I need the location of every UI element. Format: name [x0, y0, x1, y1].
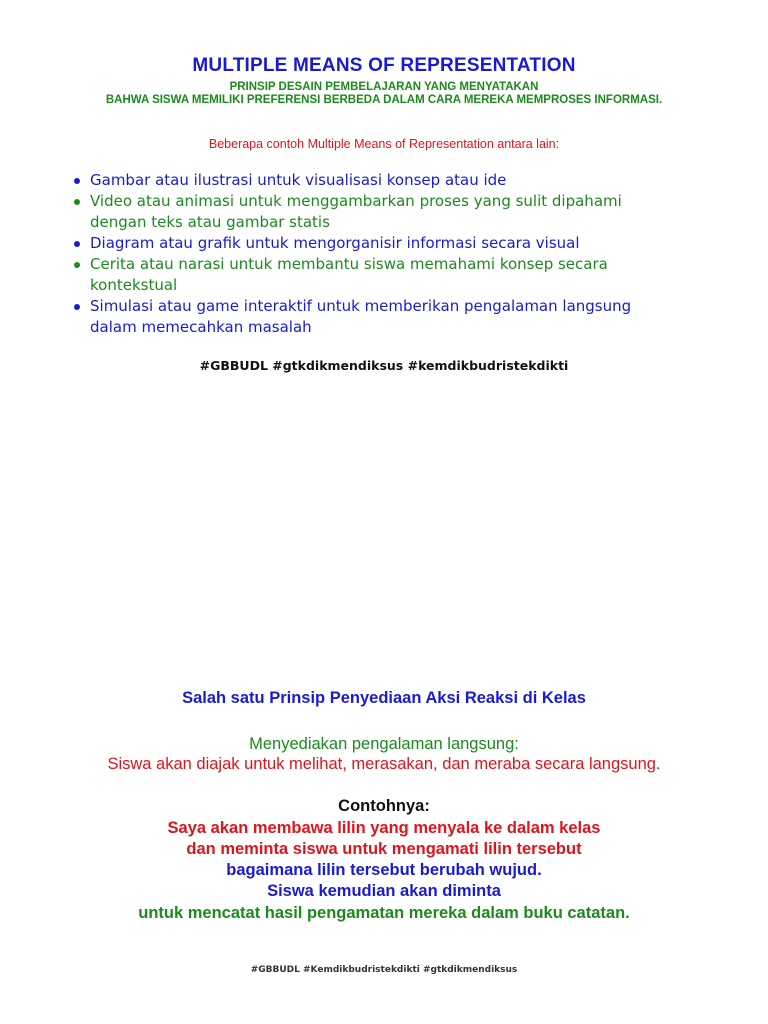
list-item-text: Diagram atau grafik untuk mengorganisir informasi secara visual	[90, 234, 580, 252]
example-line: bagaimana lilin tersebut berubah wujud.	[226, 861, 542, 879]
list-item-text: dengan teks atau gambar statis	[90, 213, 330, 231]
bullet-icon	[74, 262, 80, 268]
bullet-icon	[74, 241, 80, 247]
page-title: MULTIPLE MEANS OF REPRESENTATION	[192, 55, 576, 76]
intro-text: Beberapa contoh Multiple Means of Representation antara lain:	[208, 137, 560, 151]
list-item-text: kontekstual	[90, 276, 178, 294]
list-item-text: Cerita atau narasi untuk membantu siswa memahami konsep secara	[90, 255, 608, 273]
hashtags-bottom: #GBBUDL #Kemdikbudristekdikti #gtkdikmendiksus	[250, 965, 518, 975]
bullet-icon	[74, 178, 80, 184]
list-item	[72, 296, 712, 338]
bullet-icon	[74, 304, 80, 310]
list-item-text: Simulasi atau game interaktif untuk memberikan pengalaman langsung	[90, 297, 632, 315]
section-heading: Salah satu Prinsip Penyediaan Aksi Reaksi di Kelas	[182, 689, 586, 707]
examples-list	[72, 170, 712, 338]
hashtags-top: #GBBUDL #gtkdikmendiksus #kemdikbudristekdikti	[199, 358, 569, 373]
list-item	[72, 233, 712, 254]
description-text: Siswa akan diajak untuk melihat, merasakan, dan meraba secara langsung.	[107, 755, 661, 773]
example-line: dan meminta siswa untuk mengamati lilin tersebut	[186, 840, 582, 858]
list-item-text: dalam memecahkan masalah	[90, 318, 312, 336]
list-item-text: Gambar atau ilustrasi untuk visualisasi konsep atau ide	[90, 171, 507, 189]
example-line: Saya akan membawa lilin yang menyala ke dalam kelas	[167, 819, 601, 837]
example-line: Siswa kemudian akan diminta	[267, 882, 501, 900]
example-line: untuk mencatat hasil pengamatan mereka dalam buku catatan.	[138, 904, 630, 922]
principle-text: Menyediakan pengalaman langsung:	[249, 735, 519, 753]
bullet-icon	[74, 199, 80, 205]
subtitle-line-2: BAHWA SISWA MEMILIKI PREFERENSI BERBEDA DALAM CARA MEREKA MEMPROSES INFORMASI.	[105, 94, 663, 106]
list-item	[72, 254, 712, 296]
list-item-text: Video atau animasi untuk menggambarkan proses yang sulit dipahami	[90, 192, 622, 210]
list-item	[72, 170, 712, 191]
list-item	[72, 191, 712, 233]
subtitle-line-1: PRINSIP DESAIN PEMBELAJARAN YANG MENYATAKAN	[229, 81, 539, 93]
example-label: Contohnya:	[338, 797, 430, 815]
